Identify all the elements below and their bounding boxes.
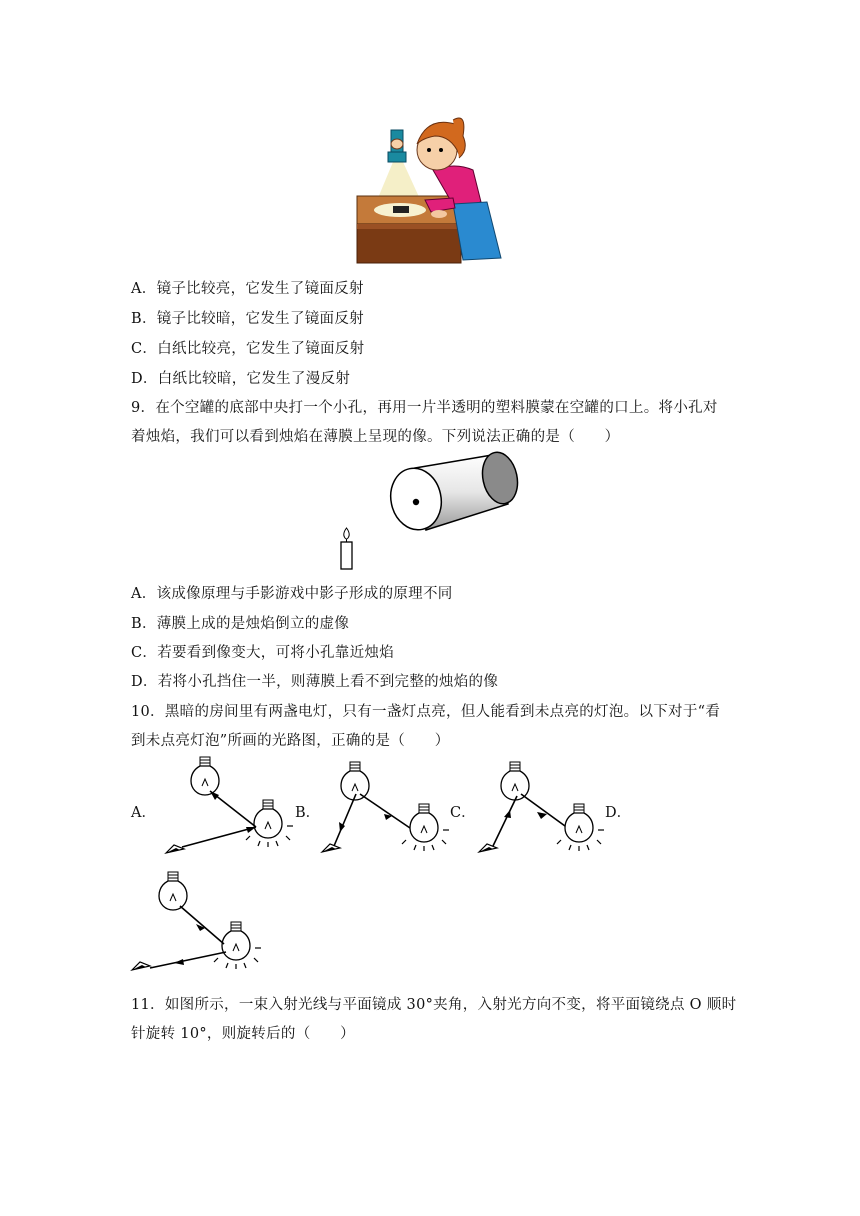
eye-icon [166,845,184,853]
q10-diagram-d[interactable] [130,870,270,980]
eye-icon [132,962,150,970]
q9-stem-line2: 着烛焰，我们可以看到烛焰在薄膜上呈现的像。下列说法正确的是（ ） [131,429,620,445]
unlit-bulb-icon [191,757,219,795]
unlit-bulb-icon [501,762,529,800]
q9-option-d[interactable]: D．若将小孔挡住一半，则薄膜上看不到完整的烛焰的像 [131,674,499,690]
q10-stem-line1: 10．黑暗的房间里有两盏电灯，只有一盏灯点亮，但人能看到未点亮的灯泡。以下对于“看 [131,704,721,720]
q9-option-c[interactable]: C．若要看到像变大，可将小孔靠近烛焰 [131,645,394,661]
q9-option-b[interactable]: B．薄膜上成的是烛焰倒立的虚像 [131,616,350,632]
q9-stem-line1: 9．在个空罐的底部中央打一个小孔，再用一片半透明的塑料膜蒙在空罐的口上。将小孔对 [131,400,718,416]
q10-stem-line2: 到未点亮灯泡”所画的光路图，正确的是（ ） [131,733,450,749]
q8-figure-flashlight-girl [355,110,505,265]
q10-diagram-a[interactable] [160,755,300,860]
q10-label-c[interactable]: C． [450,805,476,821]
unlit-bulb-icon [341,762,369,800]
eye-icon [322,844,340,852]
lit-bulb-icon [214,922,261,969]
q11-stem-line1: 11．如图所示，一束入射光线与平面镜成 30°夹角，入射光方向不变，将平面镜绕点 O 顺时 [131,997,737,1013]
q9-option-a[interactable]: A．该成像原理与手影游戏中影子形成的原理不同 [131,586,453,602]
unlit-bulb-icon [159,872,187,910]
lit-bulb-icon [246,800,293,847]
q11-stem-line2: 针旋转 10°，则旋转后的（ ） [131,1026,355,1042]
q8-option-a[interactable]: A．镜子比较亮，它发生了镜面反射 [131,281,364,297]
q10-label-a[interactable]: A． [131,805,156,821]
q10-label-d[interactable]: D． [605,805,632,821]
q9-figure-pinhole-can [330,450,530,575]
q8-option-b[interactable]: B．镜子比较暗，它发生了镜面反射 [131,311,364,327]
q10-diagram-c[interactable] [475,760,605,860]
q8-option-c[interactable]: C．白纸比较亮，它发生了镜面反射 [131,341,365,357]
q8-option-d[interactable]: D．白纸比较暗，它发生了漫反射 [131,371,351,387]
eye-icon [479,844,497,852]
q10-diagram-b[interactable] [320,760,450,860]
lit-bulb-icon [557,804,604,851]
q10-label-b[interactable]: B． [295,805,321,821]
